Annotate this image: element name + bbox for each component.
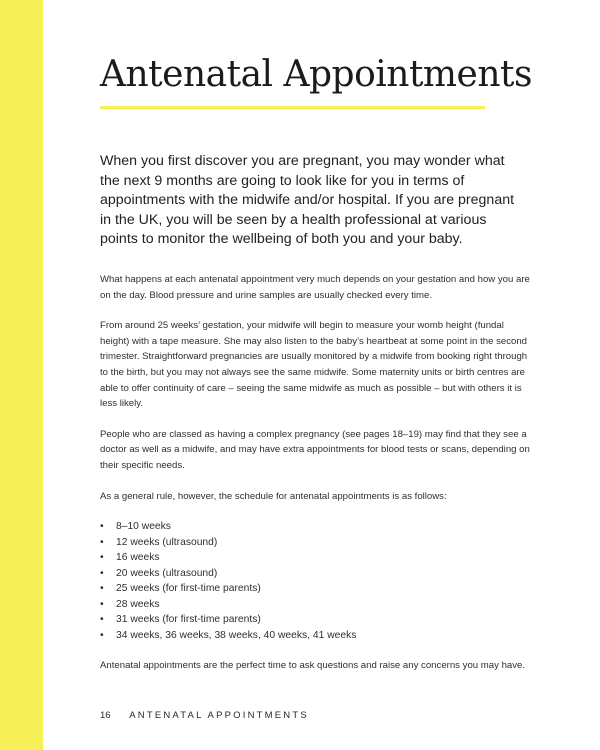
body-paragraph: What happens at each antenatal appointment very much depends on your gestation and how you are on the day. Blood pressure and urine samples are usually checked every time. (100, 274, 530, 301)
appointment-schedule-list (100, 519, 532, 643)
list-item (100, 566, 532, 582)
list-item (100, 612, 532, 628)
list-item-text: 28 weeks (116, 598, 160, 610)
closing-paragraph: Antenatal appointments are the perfect time to ask questions and raise any concerns you may have. (100, 660, 526, 672)
page-number: 16 (100, 710, 111, 721)
list-item (100, 597, 532, 613)
body-paragraph: From around 25 weeks’ gestation, your midwife will begin to measure your womb height (fundal height) with a tape measure. She may also listen to the baby’s heartbeat at some point in the second trimester. Straightforward pregnancies are usually monitored by a midwife from booking right through to the birth, but you may not always see the same midwife. Some maternity units or birth centres are able to offer continuity of care – seeing the same midwife as much as possible – but with others it is less likely. (100, 320, 528, 410)
bullet-icon: • (100, 552, 104, 564)
title-underline (100, 106, 485, 109)
list-item-text: 25 weeks (for first-time parents) (116, 583, 261, 595)
bullet-icon: • (100, 521, 104, 533)
list-item (100, 519, 532, 535)
list-item-text: 12 weeks (ultrasound) (116, 536, 218, 548)
body-paragraph: As a general rule, however, the schedule for antenatal appointments is as follows: (100, 490, 447, 502)
list-item (100, 550, 532, 566)
yellow-margin-bar (0, 0, 43, 750)
page-title: Antenatal Appointments (100, 54, 532, 95)
page-footer (100, 710, 309, 721)
list-item (100, 628, 532, 644)
list-item-text: 34 weeks, 36 weeks, 38 weeks, 40 weeks, 41 weeks (116, 629, 357, 641)
bullet-icon: • (100, 536, 104, 548)
list-item (100, 535, 532, 551)
bullet-icon: • (100, 583, 104, 595)
list-item (100, 581, 532, 597)
list-item-text: 20 weeks (ultrasound) (116, 567, 218, 579)
list-item-text: 8–10 weeks (116, 521, 171, 533)
bullet-icon: • (100, 598, 104, 610)
running-section-title: ANTENATAL APPOINTMENTS (129, 710, 309, 721)
list-item-text: 16 weeks (116, 552, 160, 564)
body-text (100, 272, 532, 689)
list-item-text: 31 weeks (for first-time parents) (116, 614, 261, 626)
bullet-icon: • (100, 567, 104, 579)
bullet-icon: • (100, 629, 104, 641)
body-paragraph: People who are classed as having a complex pregnancy (see pages 18–19) may find that they see a doctor as well as a midwife, and may have extra appointments for blood tests or scans, depending on their specific needs. (100, 428, 530, 471)
intro-paragraph: When you first discover you are pregnant, you may wonder what the next 9 months are going to look like for you in terms of appointments with the midwife and/or hospital. If you are pregnant in the UK, you will be seen by a health professional at various points to monitor the wellbeing of both you and your baby. (100, 153, 515, 248)
bullet-icon: • (100, 614, 104, 626)
